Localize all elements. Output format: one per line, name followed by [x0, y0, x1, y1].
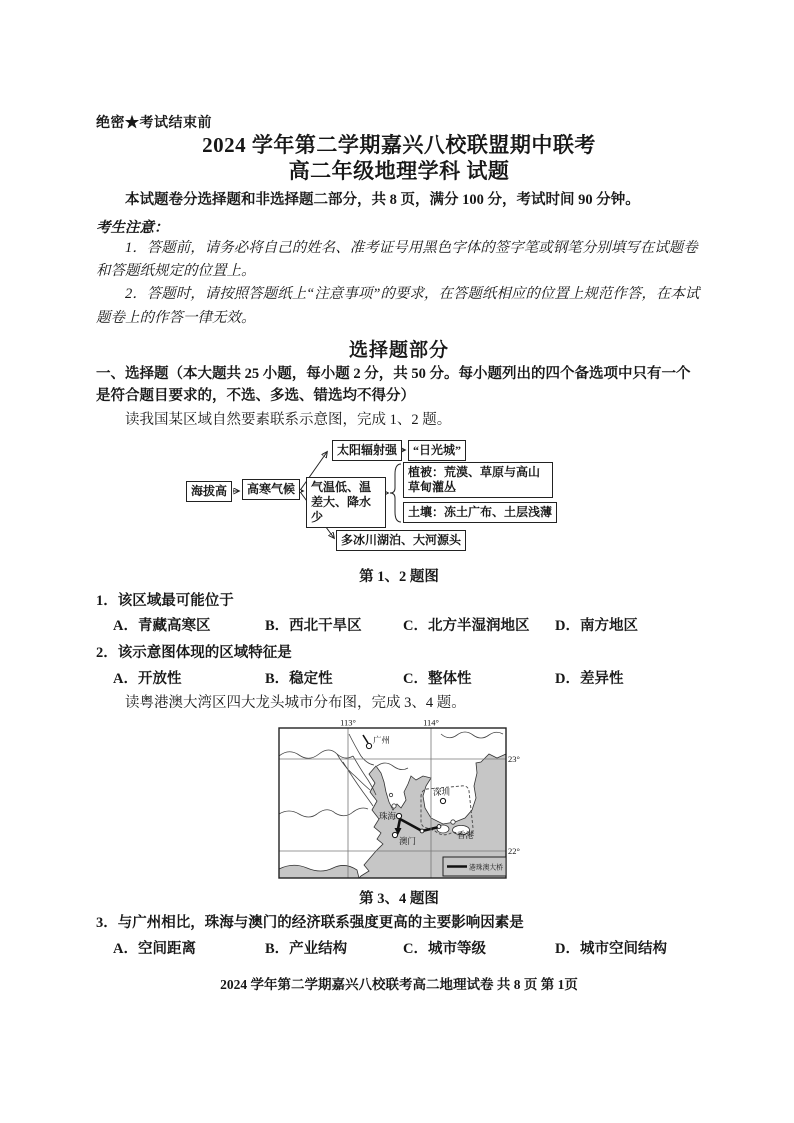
question-intro-2: 读粤港澳大湾区四大龙头城市分布图，完成 3、4 题。 — [125, 694, 466, 711]
map-city-label-zhuhai: 珠海 — [379, 811, 397, 822]
question-3-options — [96, 939, 702, 961]
map-lat-22: 22° — [508, 846, 520, 857]
option-3b: B．产业结构 — [265, 941, 348, 958]
section-title: 选择题部分 — [348, 340, 449, 362]
zhuhai-marker — [396, 814, 401, 819]
node-sun-city: “日光城” — [408, 440, 466, 461]
question-1-options — [96, 616, 702, 638]
candidate-notice-1: 1．答题前，请务必将自己的姓名、准考证号用黑色字体的签字笔或钢笔分别填写在试题卷和答题纸规定的位置上。 — [96, 239, 698, 279]
node-altitude: 海拔高 — [186, 481, 232, 502]
node-soil: 土壤：冻土广布、土层浅薄 — [403, 502, 557, 523]
map-caption: 第 3、4 题图 — [359, 891, 439, 908]
map-city-label-macau: 澳门 — [399, 836, 417, 847]
page-footer: 2024 学年第二学期嘉兴八校联考高二地理试卷 共 8 页 第 1页 — [220, 976, 578, 992]
option-3a: A．空间距离 — [113, 941, 196, 958]
option-3d: D．城市空间结构 — [555, 941, 667, 958]
legend-bridge-label: 港珠澳大桥 — [469, 864, 503, 872]
shenzhen-marker — [440, 799, 445, 804]
map-legend — [443, 857, 506, 876]
bay-area-map — [273, 718, 525, 884]
candidate-notice-2: 2．答题时，请按照答题纸上“注意事项”的要求，在答题纸相应的位置上规范作答，在本试题卷上的作答一律无效。 — [96, 286, 700, 326]
exam-title-line2: 高二年级地理学科 试题 — [288, 159, 510, 184]
node-temperature: 气温低、温差大、降水少 — [306, 477, 386, 528]
option-2a: A．开放性 — [113, 670, 182, 687]
node-glacier: 多冰川湖泊、大河源头 — [336, 530, 466, 551]
question-intro-1: 读我国某区域自然要素联系示意图，完成 1、2 题。 — [125, 411, 452, 428]
guangzhou-marker — [366, 744, 371, 749]
flowchart-caption: 第 1、2 题图 — [359, 568, 439, 585]
relationship-diagram — [184, 438, 584, 560]
section-directions: 一、选择题（本大题共 25 小题，每小题 2 分，共 50 分。每小题列出的四个备选项中只有一个是符合题目要求的，不选、多选、错选均不得分） — [96, 366, 691, 405]
map-canvas — [273, 718, 525, 884]
question-2-options — [96, 669, 702, 691]
question-1-stem: 1．该区域最可能位于 — [96, 592, 234, 609]
question-2-stem: 2．该示意图体现的区域特征是 — [96, 645, 292, 662]
exam-title-line1: 2024 学年第二学期嘉兴八校联盟期中联考 — [202, 133, 596, 157]
secrecy-notice: 绝密★考试结束前 — [96, 116, 212, 131]
node-radiation: 太阳辐射强 — [332, 440, 402, 461]
question-3-stem: 3．与广州相比，珠海与澳门的经济联系强度更高的主要影响因素是 — [96, 915, 524, 932]
map-lon-114: 114° — [423, 718, 439, 728]
option-2b: B．稳定性 — [265, 670, 333, 687]
option-1a: A．青藏高寒区 — [113, 618, 211, 635]
map-city-label-guangzhou: 广州 — [373, 735, 391, 746]
candidate-notice-label: 考生注意： — [96, 219, 169, 236]
map-city-label-shenzhen: 深圳 — [433, 787, 451, 798]
map-lon-113: 113° — [340, 718, 356, 728]
macau-marker — [392, 833, 397, 838]
option-1b: B．西北干旱区 — [265, 618, 362, 635]
node-vegetation: 植被：荒漠、草原与高山草甸灌丛 — [403, 462, 553, 498]
option-3c: C．城市等级 — [403, 941, 486, 958]
brace-glyph — [390, 464, 401, 522]
node-climate: 高寒气候 — [242, 479, 300, 500]
option-1c: C．北方半湿润地区 — [403, 618, 530, 635]
option-2c: C．整体性 — [403, 670, 472, 687]
map-lat-23: 23° — [508, 754, 520, 765]
exam-summary: 本试题卷分选择题和非选择题二部分，共 8 页，满分 100 分，考试时间 90 分钟。 — [125, 191, 640, 208]
option-2d: D．差异性 — [555, 670, 624, 687]
option-1d: D．南方地区 — [555, 618, 638, 635]
map-city-label-hongkong: 香港 — [457, 830, 475, 841]
